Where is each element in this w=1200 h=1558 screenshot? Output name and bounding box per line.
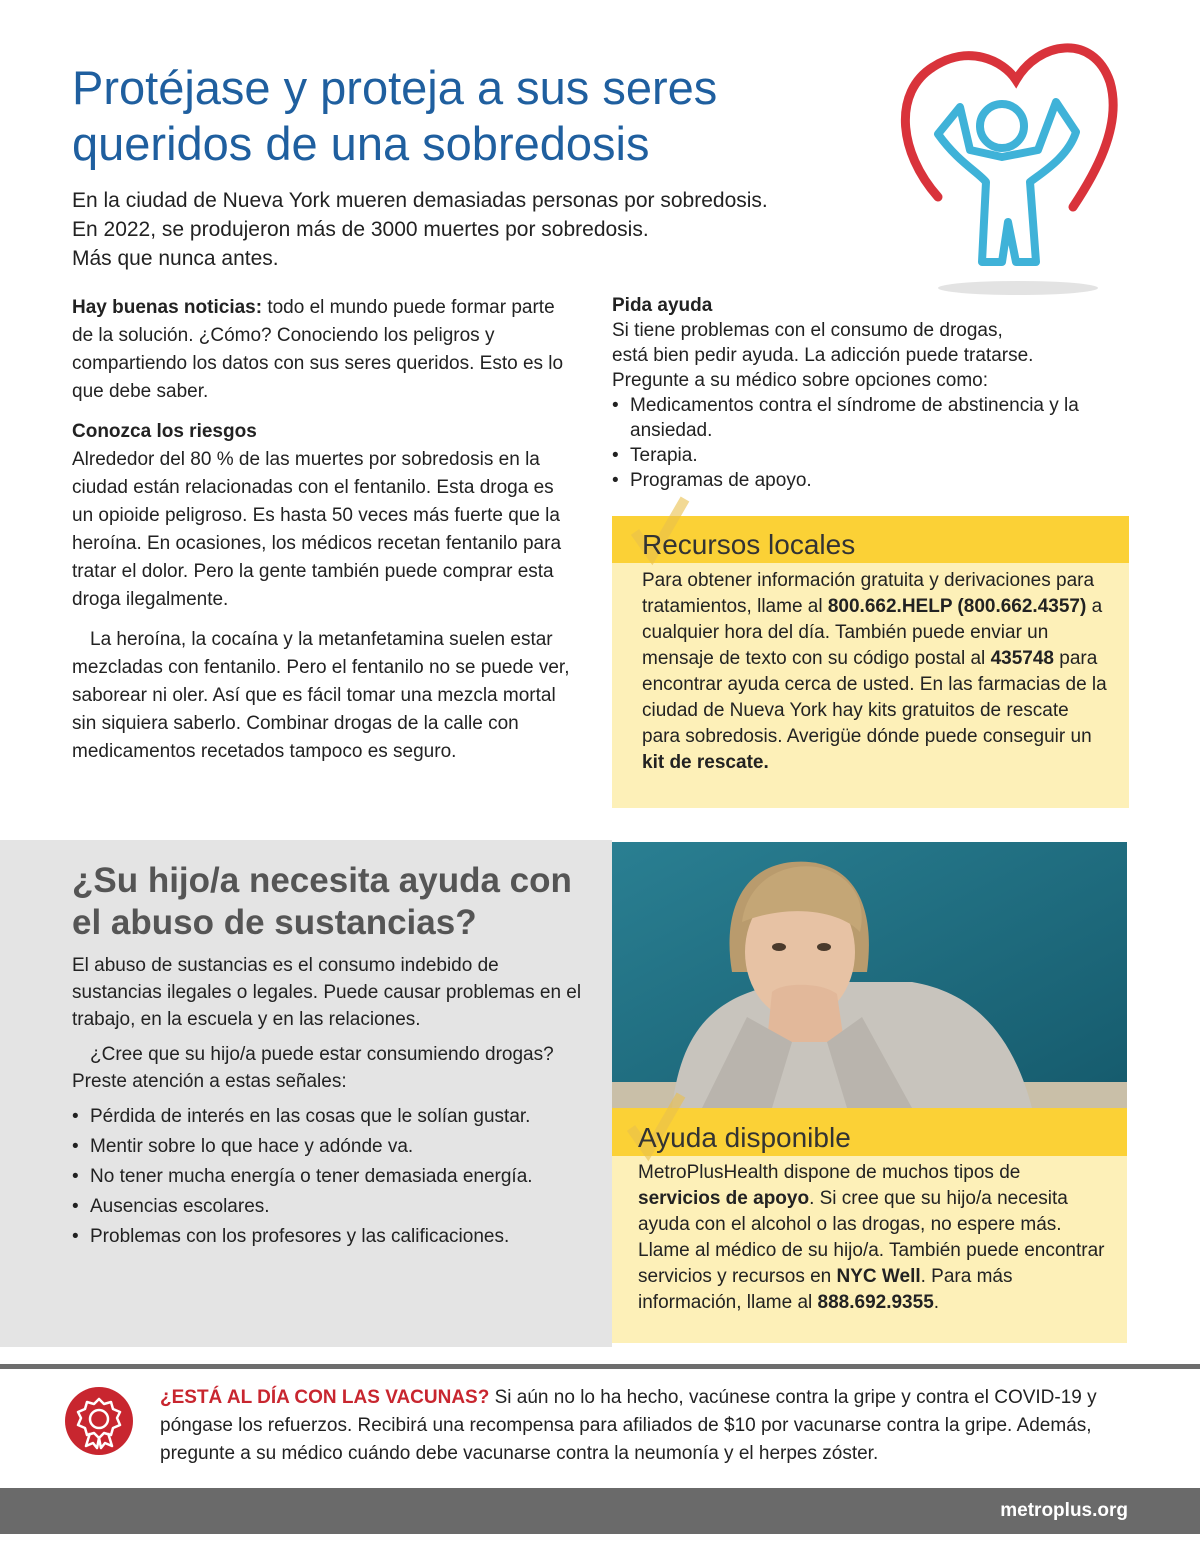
footer-bar	[0, 1488, 1200, 1534]
help-line-3: Pregunte a su médico sobre opciones como:	[612, 370, 988, 391]
vaccine-reminder	[160, 1384, 1140, 1468]
list-item: • Terapia.	[612, 443, 1132, 468]
resources-text-2: a cualquier hora del día. También puede enviar un mensaje de texto con su código postal al	[642, 596, 1103, 669]
list-item: • Programas de apoyo.	[612, 468, 1132, 493]
list-item: • Problemas con los profesores y las calificaciones.	[72, 1223, 592, 1250]
child-help-body	[72, 952, 592, 1253]
section-divider	[0, 1364, 1200, 1369]
sms-code: 435748	[990, 648, 1054, 669]
left-column	[72, 294, 572, 778]
nyc-well-link[interactable]: NYC Well	[836, 1266, 921, 1287]
intro-line-2: En 2022, se produjeron más de 3000 muertes por sobredosis.	[72, 218, 649, 241]
footer-website-link[interactable]: metroplus.org	[1000, 1500, 1128, 1521]
help-text-1: MetroPlusHealth dispone de muchos tipos de	[638, 1162, 1021, 1183]
list-item: • Mentir sobre lo que hace y adónde va.	[72, 1133, 592, 1160]
list-item: • Ausencias escolares.	[72, 1193, 592, 1220]
help-line-1: Si tiene problemas con el consumo de drogas,	[612, 320, 1003, 341]
help-available-heading: Ayuda disponible	[638, 1122, 851, 1153]
rescue-kit-link[interactable]: kit de rescate.	[642, 752, 769, 773]
good-news-paragraph	[72, 294, 572, 406]
local-resources-text	[642, 568, 1109, 776]
good-news-label: Hay buenas noticias:	[72, 297, 263, 318]
intro-line-1: En la ciudad de Nueva York mueren demasiadas personas por sobredosis.	[72, 189, 768, 212]
child-help-title: ¿Su hijo/a necesita ayuda con el abuso de sustancias?	[72, 861, 572, 942]
list-item: • Pérdida de interés en las cosas que le solían gustar.	[72, 1103, 592, 1130]
help-line-2: está bien pedir ayuda. La adicción puede tratarse.	[612, 345, 1034, 366]
heart-person-icon	[898, 22, 1118, 302]
page-title	[72, 60, 832, 172]
resources-text-1: Para obtener información gratuita y derivaciones para tratamientos, llame al	[642, 570, 1095, 617]
risks-paragraph-2: La heroína, la cocaína y la metanfetamina suelen estar mezcladas con fentanilo. Pero el fentanilo no se puede ver, saborear ni oler. Así que es fácil tomar una mezcla mortal sin siquiera saberlo. Combinar drogas de la calle con medicamentos recetados tampoco es seguro.	[72, 629, 570, 762]
teen-photo	[612, 842, 1127, 1108]
title-line-1: Protéjase y proteja a sus seres	[72, 61, 718, 114]
vaccine-text: Si aún no lo ha hecho, vacúnese contra la gripe y contra el COVID-19 y póngase los refuerzos. Recibirá una recompensa para afiliados de $10 por vacunarse contra la gripe. Además, pregunte a su médico cuándo debe vacunarse contra la neumonía y el herpes zóster.	[160, 1387, 1097, 1464]
help-heading: Pida ayuda	[612, 295, 713, 316]
help-available-box	[612, 1108, 1127, 1343]
right-column	[612, 293, 1132, 493]
risks-paragraph-1: Alrededor del 80 % de las muertes por sobredosis en la ciudad están relacionadas con el fentanilo. Esta droga es un opioide peligroso. Es hasta 50 veces más fuerte que la heroína. En ocasiones, los médicos recetan fentanilo para tratar el dolor. Pero la gente también puede comprar esta droga ilegalmente.	[72, 449, 562, 610]
intro-text	[72, 186, 892, 273]
child-paragraph-1: El abuso de sustancias es el consumo indebido de sustancias ilegales o legales. Puede causar problemas en el trabajo, en la escuela y en las relaciones.	[72, 955, 582, 1030]
title-line-2: queridos de una sobredosis	[72, 117, 650, 170]
risks-heading: Conozca los riesgos	[72, 421, 257, 442]
help-available-text	[638, 1160, 1107, 1316]
list-item: • Medicamentos contra el síndrome de abstinencia y la ansiedad.	[612, 393, 1132, 443]
help-options-list	[612, 393, 1132, 493]
help-text-2: . Si cree que su hijo/a necesita ayuda con el alcohol o las drogas, no espere más. Llame al médico de su hijo/a. También puede encontrar servicios y recursos en	[638, 1188, 1105, 1287]
helpline-phone[interactable]: 800.662.HELP (800.662.4357)	[827, 596, 1087, 617]
local-resources-box	[612, 516, 1129, 808]
help-text-4: .	[933, 1292, 940, 1313]
help-available-header	[612, 1108, 1127, 1156]
support-services-link[interactable]: servicios de apoyo	[638, 1188, 810, 1209]
local-resources-header	[612, 516, 1129, 563]
child-paragraph-2: ¿Cree que su hijo/a puede estar consumiendo drogas? Preste atención a estas señales:	[72, 1044, 554, 1092]
intro-line-3: Más que nunca antes.	[72, 247, 279, 270]
list-item: • No tener mucha energía o tener demasiada energía.	[72, 1163, 592, 1190]
warning-signs-list	[72, 1103, 592, 1250]
resources-text-3: para encontrar ayuda cerca de usted. En las farmacias de la ciudad de Nueva York hay kits gratuitos de rescate para sobredosis. Averigüe dónde puede conseguir un	[642, 648, 1107, 747]
good-news-text: todo el mundo puede formar parte de la solución. ¿Cómo? Conociendo los peligros y compartiendo los datos con sus seres queridos. Esto es lo que debe saber.	[72, 297, 564, 402]
local-resources-heading: Recursos locales	[642, 529, 856, 560]
vaccine-question: ¿ESTÁ AL DÍA CON LAS VACUNAS?	[160, 1387, 490, 1408]
award-badge-icon	[64, 1386, 134, 1456]
help-phone[interactable]: 888.692.9355	[817, 1292, 934, 1313]
help-text-3: . Para más información, llame al	[638, 1266, 1013, 1313]
